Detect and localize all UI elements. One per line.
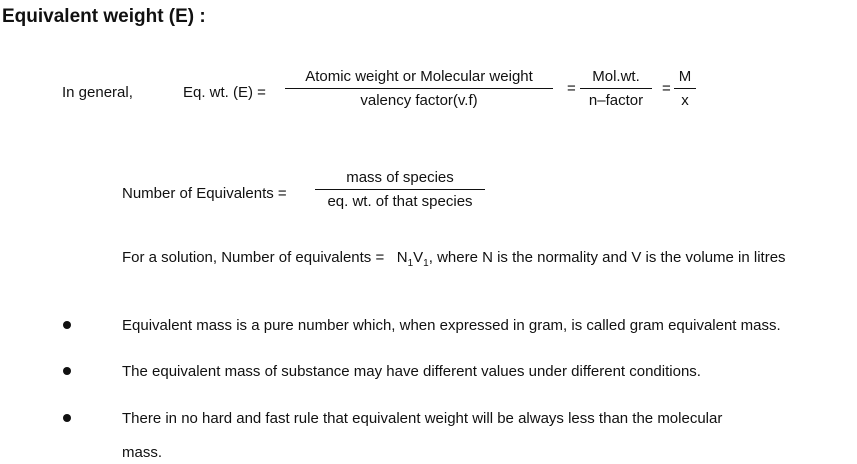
fraction-numerator: mass of species (315, 169, 485, 190)
fraction-numerator: Mol.wt. (580, 68, 652, 89)
fraction-denominator: x (681, 92, 689, 109)
fraction-numerator: M (674, 68, 696, 89)
bullet-text: The equivalent mass of substance may have different values under different conditions. (122, 363, 701, 380)
bullet-text: There in no hard and fast rule that equivalent weight will be always less than the molecular (122, 410, 723, 427)
bullet-icon (63, 414, 71, 422)
section-heading: Equivalent weight (E) : (2, 6, 206, 27)
fraction-denominator: eq. wt. of that species (327, 193, 473, 210)
fraction-m-x (674, 68, 696, 109)
bullet-text-continuation: mass. (122, 444, 163, 461)
volume-subscript: 1 (423, 258, 429, 269)
fraction-molwt-nfactor (580, 68, 652, 109)
fraction-atomic-molecular (285, 68, 553, 109)
fraction-numerator: Atomic weight or Molecular weight (285, 68, 553, 89)
fraction-denominator: n–factor (588, 92, 644, 109)
solution-text-after: , where N is the normality and V is the volume in litres (428, 249, 786, 266)
formula-intro: In general, (62, 84, 133, 101)
bullet-text: Equivalent mass is a pure number which, when expressed in gram, is called gram equivalent mass. (122, 317, 781, 334)
equals-sign: = (567, 80, 576, 97)
volume-symbol: V (413, 249, 424, 266)
solution-text-before: For a solution, Number of equivalents = (122, 249, 385, 266)
num-equivalents-lhs: Number of Equivalents = (122, 185, 287, 202)
normality-symbol: N (396, 249, 408, 266)
bullet-icon (63, 367, 71, 375)
fraction-denominator: valency factor(v.f) (360, 92, 478, 109)
equals-sign: = (662, 80, 671, 97)
fraction-equivalents (315, 169, 485, 210)
solution-line (122, 249, 786, 269)
eq-wt-lhs: Eq. wt. (E) = (183, 84, 266, 101)
normality-subscript: 1 (407, 258, 414, 269)
bullet-icon (63, 321, 71, 329)
